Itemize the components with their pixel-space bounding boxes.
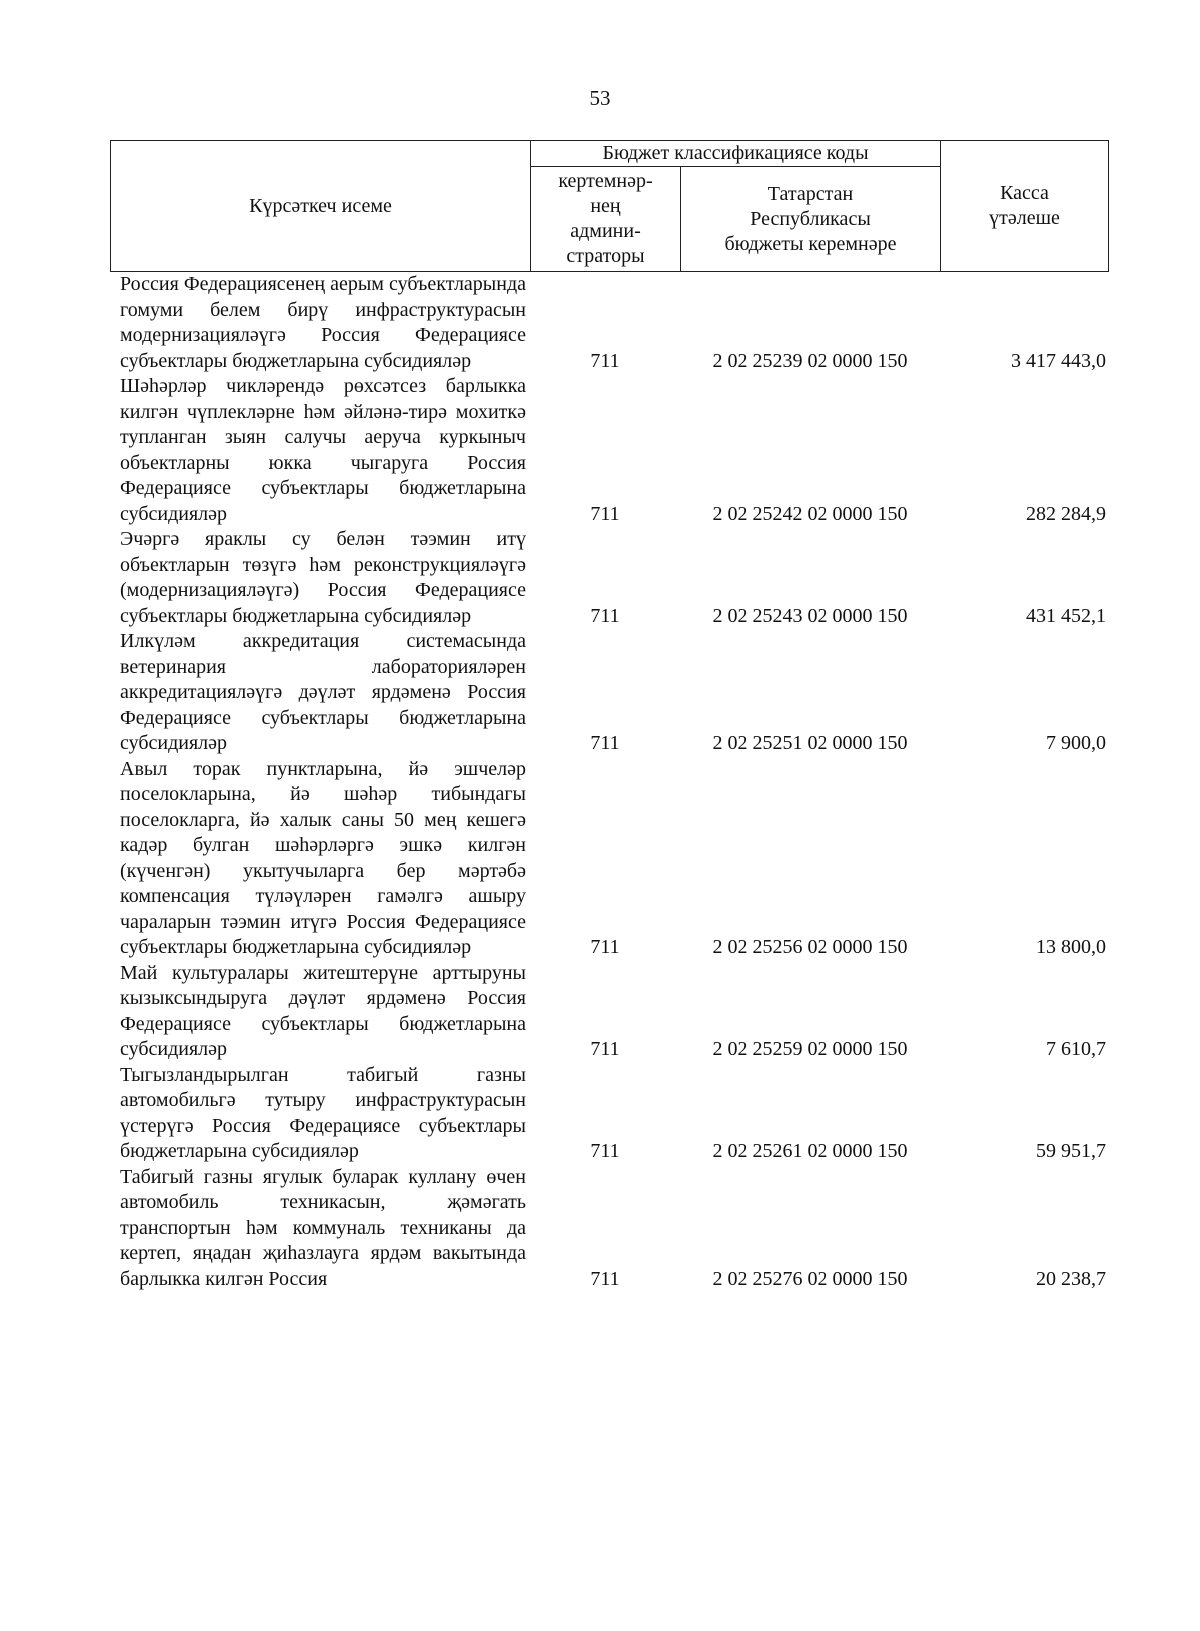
header-indicator-name: Күрсәткеч исеме (111, 141, 531, 272)
header-code-line: Республикасы (750, 207, 871, 230)
administrator-code: 711 (590, 1038, 620, 1060)
header-code-line: бюджеты керемнәре (724, 232, 897, 255)
table-body (110, 272, 1108, 1292)
indicator-name: Шәһәрләр чикләрендә рөхсәтсез барлыкка килгән чүплекләрне һәм әйләнә-тирә мохиткә тупланган зыян салучы аеруча куркыныч объектларны юкка чыгаруга Россия Федерациясе субъектлары бюджетларына субсидияләр (120, 375, 526, 525)
cash-execution-amount: 59 951,7 (1036, 1140, 1106, 1162)
header-budget-classification: Бюджет классификациясе коды (531, 141, 941, 167)
header-tatarstan-budget-revenues (681, 167, 941, 272)
budget-code: 2 02 25259 02 0000 150 (712, 1038, 908, 1060)
header-admin-line: кертемнәр- (558, 170, 653, 192)
administrator-code: 711 (590, 1267, 620, 1290)
table-row (110, 961, 1108, 1063)
budget-code: 2 02 25242 02 0000 150 (712, 502, 908, 525)
indicator-name: Май культуралары житештерүне арттыруны кызыксындыруга дәүләт ярдәменә Россия Федерациясе субъектлары бюджетларына субсидияләр (120, 961, 526, 1060)
header-revenue-administrators (531, 167, 681, 272)
header-amount-line: Касса (1000, 182, 1049, 204)
administrator-code: 711 (590, 502, 620, 525)
header-admin-line: админи- (570, 220, 641, 242)
table-row (110, 527, 1108, 629)
indicator-name: Эчәргә яраклы су белән тәэмин итү объектларын төзүгә һәм реконструкцияләүгә (модернизацияләүгә) Россия Федерациясе субъектлары бюджетларына субсидияләр (120, 528, 526, 627)
cash-execution-amount: 7 610,7 (1046, 1038, 1106, 1060)
table-row (110, 272, 1108, 374)
page-number: 53 (589, 86, 611, 110)
cash-execution-amount: 20 238,7 (1036, 1267, 1106, 1290)
indicator-name: Россия Федерациясенең аерым субъектларында гомуми белем бирү инфраструктурасын модернизацияләүгә Россия Федерациясе субъектлары бюджетларына субсидияләр (120, 273, 526, 372)
cash-execution-amount: 7 900,0 (1046, 732, 1106, 754)
table-row (110, 1165, 1108, 1293)
header-cash-execution (941, 141, 1109, 272)
header-admin-line: нең (590, 195, 621, 217)
administrator-code: 711 (590, 936, 620, 958)
indicator-name: Илкүләм аккредитация системасында ветеринария лабораторияләрен аккредитацияләүгә дәүләт ярдәменә Россия Федерациясе субъектлары бюджетларына субсидияләр (120, 630, 526, 754)
indicator-name: Авыл торак пунктларына, йә эшчеләр поселокларына, йә шәһәр тибындагы поселокларга, йә халык саны 50 мең кешегә кадәр булган шәһәрләргә эшкә килгән (күченгән) укытучыларга бер мәртәбә компенсация түләүләрен гамәлгә ашыру чараларын тәэмин итүгә Россия Федерациясе субъектлары бюджетларына субсидияләр (120, 757, 526, 958)
budget-code: 2 02 25243 02 0000 150 (712, 604, 908, 627)
header-code-line: Татарстан (767, 182, 854, 205)
indicator-name: Табигый газны ягулык буларак куллану өчен автомобиль техникасын, җәмәгать транспортын һәм коммуналь техниканы да кертеп, яңадан җиһазлауга ярдәм вакытында барлыкка килгән Россия (120, 1165, 526, 1290)
administrator-code: 711 (590, 1140, 620, 1162)
administrator-code: 711 (590, 349, 620, 372)
cash-execution-amount: 3 417 443,0 (1011, 349, 1106, 372)
header-admin-line: страторы (566, 245, 645, 267)
cash-execution-amount: 282 284,9 (1026, 502, 1106, 525)
administrator-code: 711 (590, 604, 620, 627)
budget-code: 2 02 25276 02 0000 150 (712, 1267, 908, 1290)
indicator-name: Тыгызландырылган табигый газны автомобильгә тутыру инфраструктурасын үстерүгә Россия Федерациясе субъектлары бюджетларына субсидияләр (120, 1063, 526, 1162)
cash-execution-amount: 13 800,0 (1036, 936, 1106, 958)
table-row (110, 1063, 1108, 1165)
cash-execution-amount: 431 452,1 (1026, 604, 1106, 627)
budget-code: 2 02 25256 02 0000 150 (712, 936, 908, 958)
table-row (110, 757, 1108, 961)
table-header (110, 140, 1109, 272)
header-amount-line: үтәлеше (989, 207, 1060, 229)
budget-code: 2 02 25251 02 0000 150 (712, 732, 908, 754)
budget-code: 2 02 25261 02 0000 150 (712, 1140, 908, 1162)
administrator-code: 711 (590, 732, 620, 754)
table-row (110, 374, 1108, 527)
budget-code: 2 02 25239 02 0000 150 (712, 349, 908, 372)
table-row (110, 629, 1108, 757)
